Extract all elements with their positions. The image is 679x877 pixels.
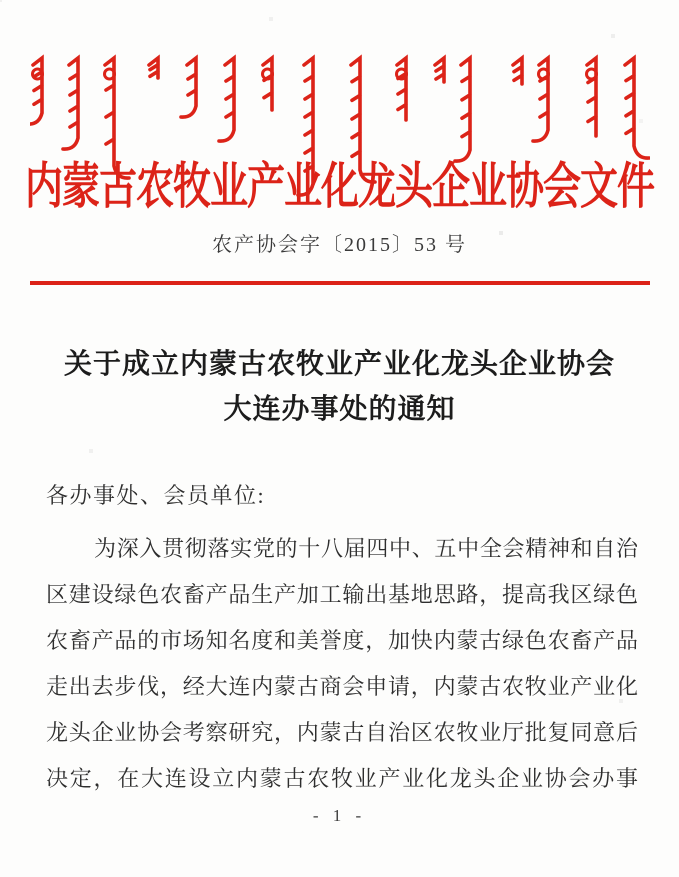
body-line: 为深入贯彻落实党的十八届四中、五中全会精神和自治	[94, 536, 638, 561]
page-number: - 1 -	[312, 806, 367, 825]
document-title-line2: 大连办事处的通知	[223, 394, 456, 425]
body-paragraph	[46, 526, 638, 802]
body-line: 区建设绿色农畜产品生产加工输出基地思路，提高我区绿色	[46, 582, 638, 607]
body-line: 农畜产品的市场知名度和美誉度，加快内蒙古绿色农畜产品	[46, 628, 638, 653]
scan-noise	[0, 0, 2, 2]
body-line: 决定，在大连设立内蒙古农牧业产业化龙头企业协会办事	[46, 766, 638, 791]
body-line: 走出去步伐，经大连内蒙古商会申请，内蒙古农牧业产业化	[46, 674, 638, 699]
body-line: 龙头企业协会考察研究，内蒙古自治区农牧业厅批复同意后	[46, 720, 638, 745]
organization-letterhead-title: 内蒙古农牧业产业化龙头企业协会文件	[24, 160, 654, 215]
document-title-line1: 关于成立内蒙古农牧业产业化龙头企业协会	[63, 349, 615, 380]
document-reference-number: 农产协会字〔2015〕53 号	[212, 234, 467, 256]
salutation: 各办事处、会员单位:	[46, 483, 266, 508]
red-divider-rule	[30, 281, 650, 285]
document-title	[0, 342, 679, 432]
